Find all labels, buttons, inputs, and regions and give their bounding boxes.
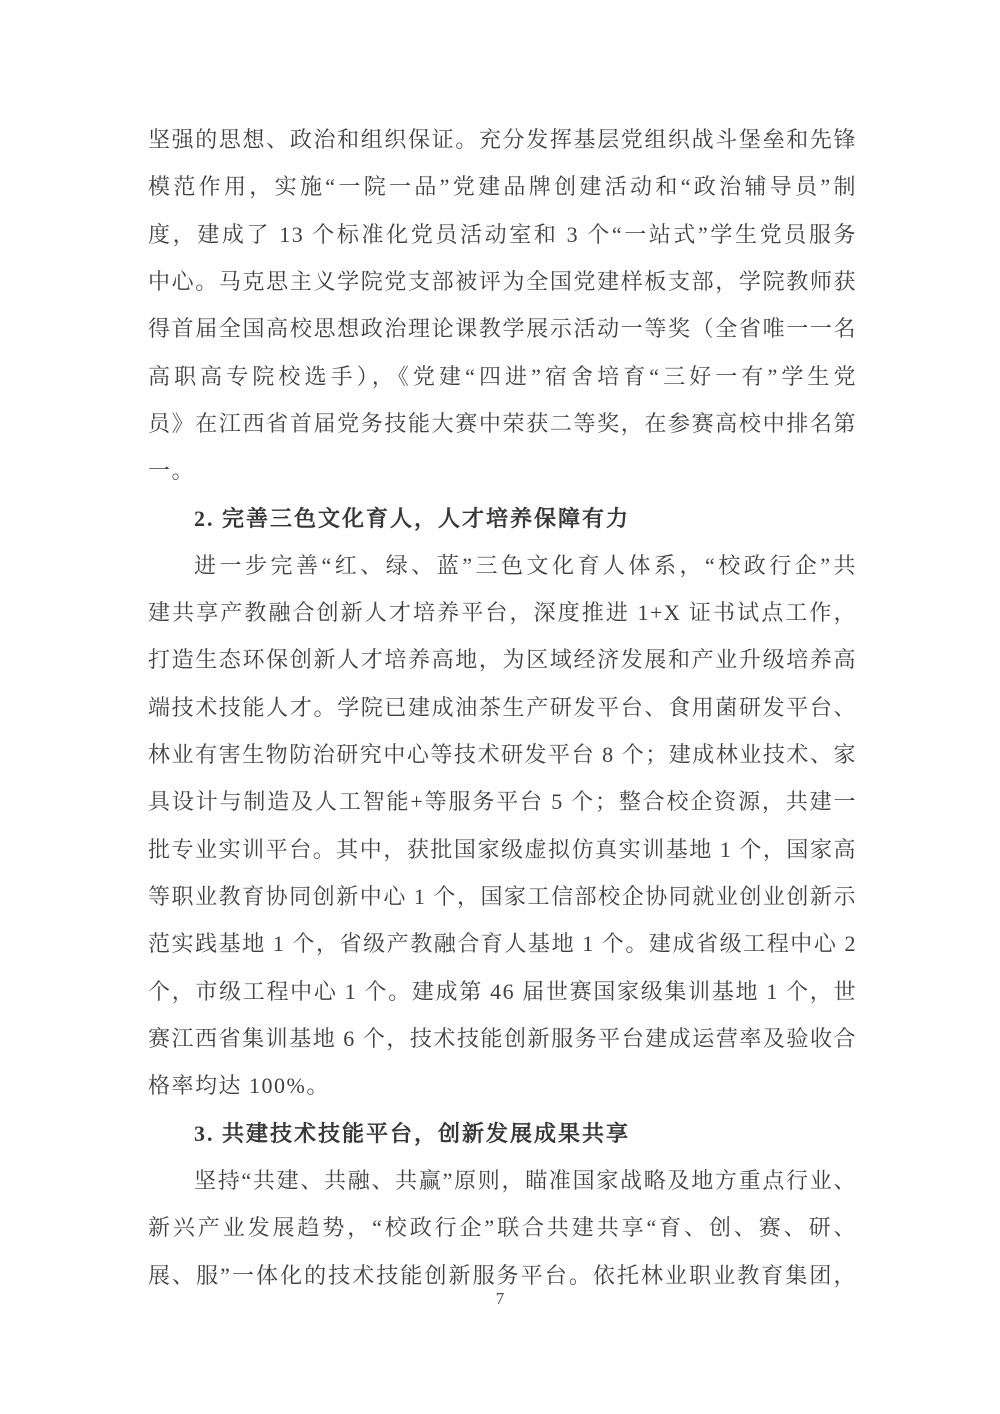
- text-line: 一。: [148, 458, 196, 484]
- text-line: 个，市级工程中心 1 个。建成第 46 届世赛国家级集训基地 1 个，世: [148, 978, 857, 1004]
- text-line: 等职业教育协同创新中心 1 个，国家工信部校企协同就业创业创新示: [148, 884, 857, 909]
- text-line: 端技术技能人才。学院已建成油茶生产研发平台、食用菌研发平台、: [148, 694, 857, 720]
- text-line: 模范作用，实施“一院一品”党建品牌创建活动和“政治辅导员”制: [148, 174, 857, 200]
- text-line: 建共享产教融合创新人才培养平台，深度推进 1+X 证书试点工作，: [148, 600, 857, 626]
- text-line: 赛江西省集训基地 6 个，技术技能创新服务平台建成运营率及验收合: [148, 1025, 857, 1051]
- text-line: 度，建成了 13 个标准化党员活动室和 3 个“一站式”学生党员服务: [148, 221, 857, 247]
- text-line: 批专业实训平台。其中，获批国家级虚拟仿真实训基地 1 个，国家高: [148, 836, 857, 862]
- section-heading: 2. 完善三色文化育人，人才培养保障有力: [194, 505, 631, 531]
- text-line: 员》在江西省首届党务技能大赛中荣获二等奖，在参赛高校中排名第: [148, 410, 857, 436]
- page-number: 7: [495, 1289, 505, 1308]
- text-line: 展、服”一体化的技术技能创新服务平台。依托林业职业教育集团，: [148, 1262, 857, 1288]
- text-line: 得首届全国高校思想政治理论课教学展示活动一等奖（全省唯一一名: [148, 316, 857, 342]
- text-line: 进一步完善“红、绿、蓝”三色文化育人体系，“校政行企”共: [194, 552, 857, 578]
- text-line: 范实践基地 1 个，省级产教融合育人基地 1 个。建成省级工程中心 2: [148, 931, 857, 957]
- page-content: [148, 116, 857, 1299]
- text-line: 林业有害生物防治研究中心等技术研发平台 8 个；建成林业技术、家: [148, 742, 857, 768]
- text-line: 具设计与制造及人工智能+等服务平台 5 个；整合校企资源，共建一: [148, 789, 857, 815]
- text-line: 中心。马克思主义学院党支部被评为全国党建样板支部，学院教师获: [148, 268, 857, 294]
- text-line: 坚持“共建、共融、共赢”原则，瞄准国家战略及地方重点行业、: [194, 1167, 857, 1193]
- text-line: 格率均达 100%。: [148, 1073, 330, 1099]
- text-line: 坚强的思想、政治和组织保证。充分发挥基层党组织战斗堡垒和先锋: [148, 127, 857, 152]
- section-heading: 3. 共建技术技能平台，创新发展成果共享: [194, 1120, 631, 1146]
- text-line: 高职高专院校选手），《党建“四进”宿舍培育“三好一有”学生党: [148, 363, 857, 389]
- text-line: 打造生态环保创新人才培养高地，为区域经济发展和产业升级培养高: [148, 647, 857, 673]
- text-line: 新兴产业发展趋势，“校政行企”联合共建共享“育、创、赛、研、: [148, 1215, 857, 1241]
